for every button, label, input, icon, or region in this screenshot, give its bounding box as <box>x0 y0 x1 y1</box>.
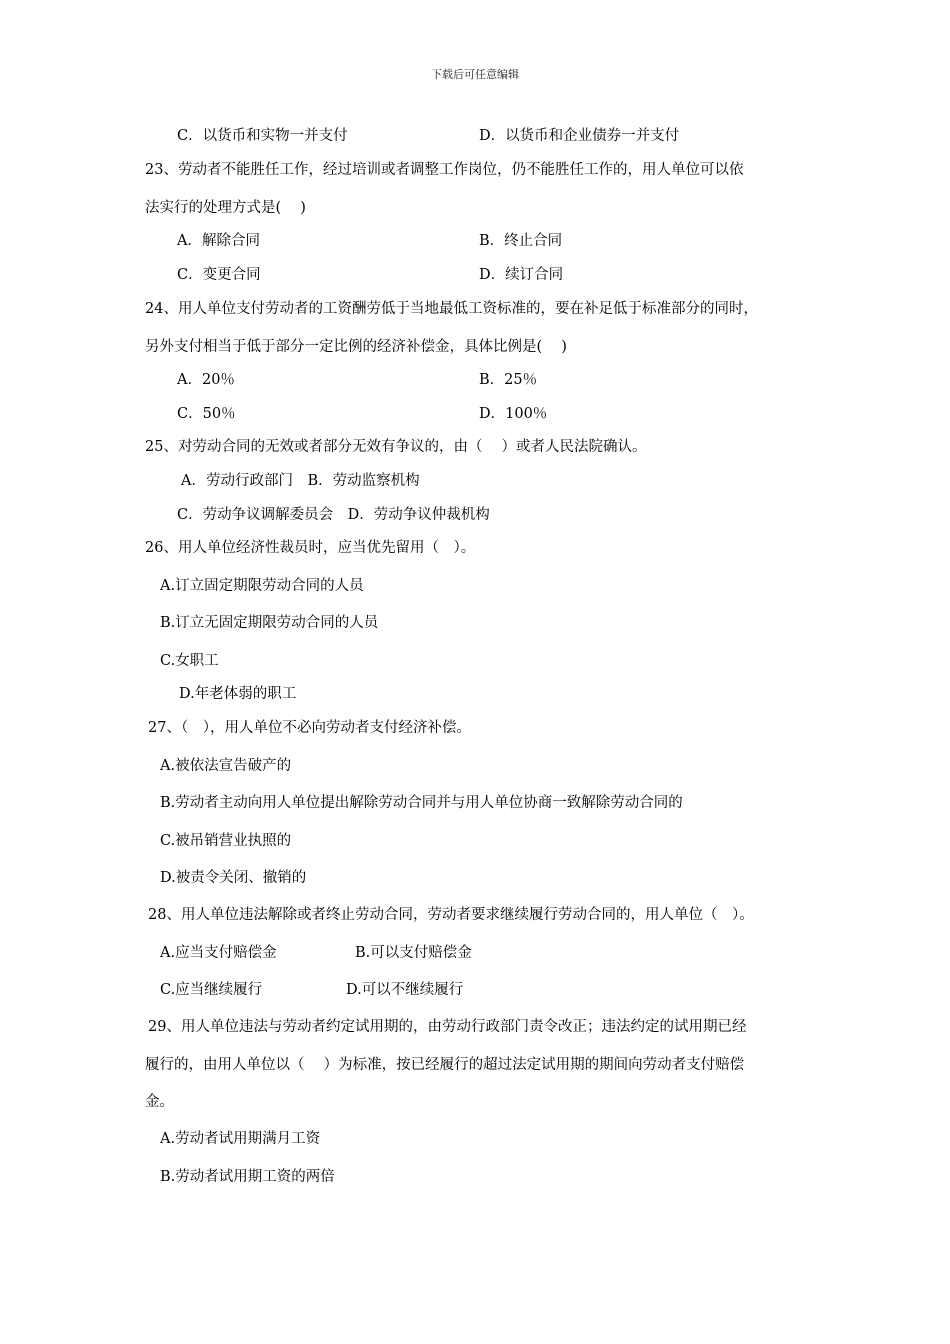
option-29b: B.劳动者试用期工资的两倍 <box>160 1169 335 1185</box>
option-24c: C．50％ <box>177 406 236 422</box>
option-28b: B.可以支付赔偿金 <box>355 945 472 961</box>
option-28a: A.应当支付赔偿金 <box>160 945 277 961</box>
option-23c: C．变更合同 <box>177 267 261 283</box>
option-27d: D.被责令关闭、撤销的 <box>160 870 307 886</box>
option-26c: C.女职工 <box>160 653 219 669</box>
option-23b: B．终止合同 <box>479 233 563 249</box>
option-23a: A．解除合同 <box>177 233 260 249</box>
option-26d: D.年老体弱的职工 <box>179 686 297 702</box>
option-26b: B.订立无固定期限劳动合同的人员 <box>160 615 379 631</box>
options-25cd: C．劳动争议调解委员会 D．劳动争议仲裁机构 <box>177 507 490 523</box>
question-29-line-3: 金。 <box>145 1094 174 1110</box>
option-27b: B.劳动者主动向用人单位提出解除劳动合同并与用人单位协商一致解除劳动合同的 <box>160 795 683 811</box>
option-28d: D.可以不继续履行 <box>346 982 464 998</box>
question-23-line-1: 23、劳动者不能胜任工作，经过培训或者调整工作岗位，仍不能胜任工作的，用人单位可以依 <box>145 162 744 178</box>
question-26: 26、用人单位经济性裁员时，应当优先留用（ ）。 <box>145 540 476 556</box>
option-22d: D．以货币和企业债券一并支付 <box>479 128 680 144</box>
question-24-line-2: 另外支付相当于低于部分一定比例的经济补偿金，具体比例是( ) <box>145 339 567 355</box>
question-24-line-1: 24、用人单位支付劳动者的工资酬劳低于当地最低工资标准的，要在补足低于标准部分的同时， <box>145 301 758 317</box>
question-27: 27、（ ），用人单位不必向劳动者支付经济补偿。 <box>148 720 471 736</box>
options-25ab: A．劳动行政部门 B．劳动监察机构 <box>181 473 420 489</box>
option-23d: D．续订合同 <box>479 267 564 283</box>
question-28: 28、用人单位违法解除或者终止劳动合同，劳动者要求继续履行劳动合同的，用人单位（ ）。 <box>148 907 754 923</box>
option-29a: A.劳动者试用期满月工资 <box>160 1131 321 1147</box>
option-28c: C.应当继续履行 <box>160 982 263 998</box>
question-25: 25、对劳动合同的无效或者部分无效有争议的，由（ ）或者人民法院确认。 <box>145 439 647 455</box>
option-26a: A.订立固定期限劳动合同的人员 <box>160 578 364 594</box>
option-22c: C．以货币和实物一并支付 <box>177 128 348 144</box>
option-24b: B．25％ <box>479 372 538 388</box>
option-24d: D．100％ <box>479 406 548 422</box>
question-29-line-1: 29、用人单位违法与劳动者约定试用期的，由劳动行政部门责令改正；违法约定的试用期已经 <box>148 1019 747 1035</box>
question-23-line-2: 法实行的处理方式是( ) <box>145 200 306 216</box>
option-24a: A．20％ <box>177 372 235 388</box>
page-header: 下载后可任意编辑 <box>431 68 519 81</box>
question-29-line-2: 履行的，由用人单位以（ ）为标准，按已经履行的超过法定试用期的期间向劳动者支付赔偿 <box>145 1057 745 1073</box>
option-27c: C.被吊销营业执照的 <box>160 833 292 849</box>
option-27a: A.被依法宣告破产的 <box>160 758 292 774</box>
